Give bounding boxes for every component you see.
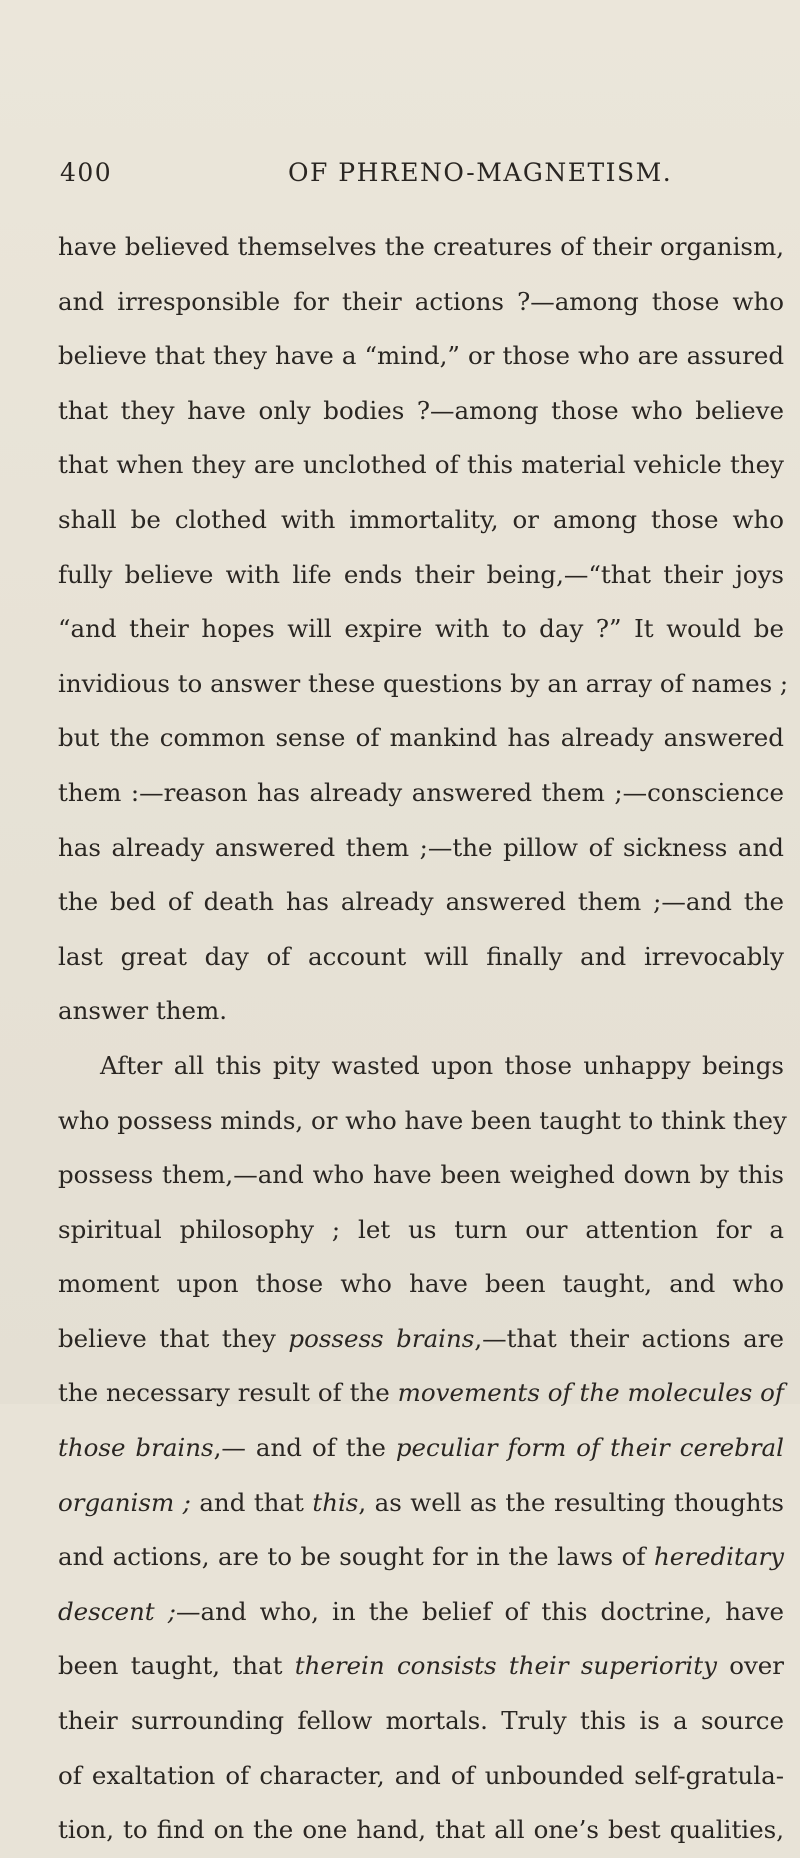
text-line: fully believe with life ends their being,—“that their joys bbox=[58, 559, 784, 589]
page-header bbox=[60, 158, 760, 198]
text-line: tion, to find on the one hand, that all one’s best qualities, bbox=[58, 1815, 784, 1845]
text-line: answer them. bbox=[58, 996, 228, 1026]
body-text bbox=[58, 220, 789, 1858]
text-line: shall be clothed with immortality, or among those who bbox=[58, 504, 784, 534]
text-line: last great day of account will finally and irrevocably bbox=[58, 941, 784, 971]
paragraph bbox=[58, 1039, 787, 1858]
italic-text: this bbox=[312, 1487, 359, 1517]
italic-text: organism ; bbox=[58, 1487, 191, 1517]
italic-text: those brains bbox=[58, 1433, 214, 1463]
text-line: descent ;—and who, in the belief of this doctrine, have bbox=[58, 1596, 784, 1626]
text-line: but the common sense of mankind has already answered bbox=[58, 723, 784, 753]
italic-text: therein consists their superiority bbox=[294, 1651, 717, 1681]
text-line: has already answered them ;—the pillow of sickness and bbox=[58, 832, 784, 862]
text-line: them :—reason has already answered them ;—conscience bbox=[58, 777, 784, 807]
text-line: who possess minds, or who have been taught to think they bbox=[58, 1105, 787, 1135]
text-line: “and their hopes will expire with to day ?” It would be bbox=[58, 614, 784, 644]
text-line: organism ; and that this, as well as the resulting thoughts bbox=[58, 1487, 785, 1517]
text-line: invidious to answer these questions by an array of names ; bbox=[58, 668, 789, 698]
text-line: the bed of death has already answered them ;—and the bbox=[58, 887, 784, 917]
text-line: those brains,— and of the peculiar form of their cerebral bbox=[58, 1433, 785, 1463]
text-line: moment upon those who have been taught, and who bbox=[58, 1269, 784, 1299]
running-head: OF PHRENO-MAGNETISM. bbox=[288, 158, 673, 187]
text-line: their surrounding fellow mortals. Truly this is a source bbox=[58, 1706, 784, 1736]
text-line: that when they are unclothed of this material vehicle they bbox=[58, 450, 784, 480]
text-line: and irresponsible for their actions ?—among those who bbox=[58, 286, 784, 316]
text-line: the necessary result of the movements of the molecules of bbox=[58, 1378, 784, 1408]
text-line: been taught, that therein consists their superiority over bbox=[58, 1651, 784, 1681]
page-number: 400 bbox=[60, 158, 113, 187]
italic-text: movements of the molecules of bbox=[397, 1378, 784, 1408]
text-line: spiritual philosophy ; let us turn our attention for a bbox=[58, 1214, 784, 1244]
italic-text: possess brains bbox=[288, 1323, 475, 1353]
text-line: have believed themselves the creatures of their organism, bbox=[58, 232, 784, 261]
text-line: of exaltation of character, and of unbounded self-gratula- bbox=[58, 1760, 784, 1790]
text-line: After all this pity wasted upon those unhappy beings bbox=[100, 1050, 784, 1080]
italic-text: hereditary bbox=[653, 1542, 784, 1572]
text-line: possess them,—and who have been weighed down by this bbox=[58, 1160, 784, 1190]
text-line: believe that they possess brains,—that their actions are bbox=[58, 1323, 784, 1353]
text-line: believe that they have a “mind,” or those who are assured bbox=[58, 341, 784, 371]
italic-text: peculiar form of their cerebral bbox=[395, 1433, 785, 1463]
text-line: and actions, are to be sought for in the laws of hereditary bbox=[58, 1542, 784, 1572]
paragraph bbox=[58, 220, 789, 1039]
italic-text: descent ; bbox=[58, 1596, 176, 1626]
text-line: that they have only bodies ?—among those who believe bbox=[58, 395, 784, 425]
